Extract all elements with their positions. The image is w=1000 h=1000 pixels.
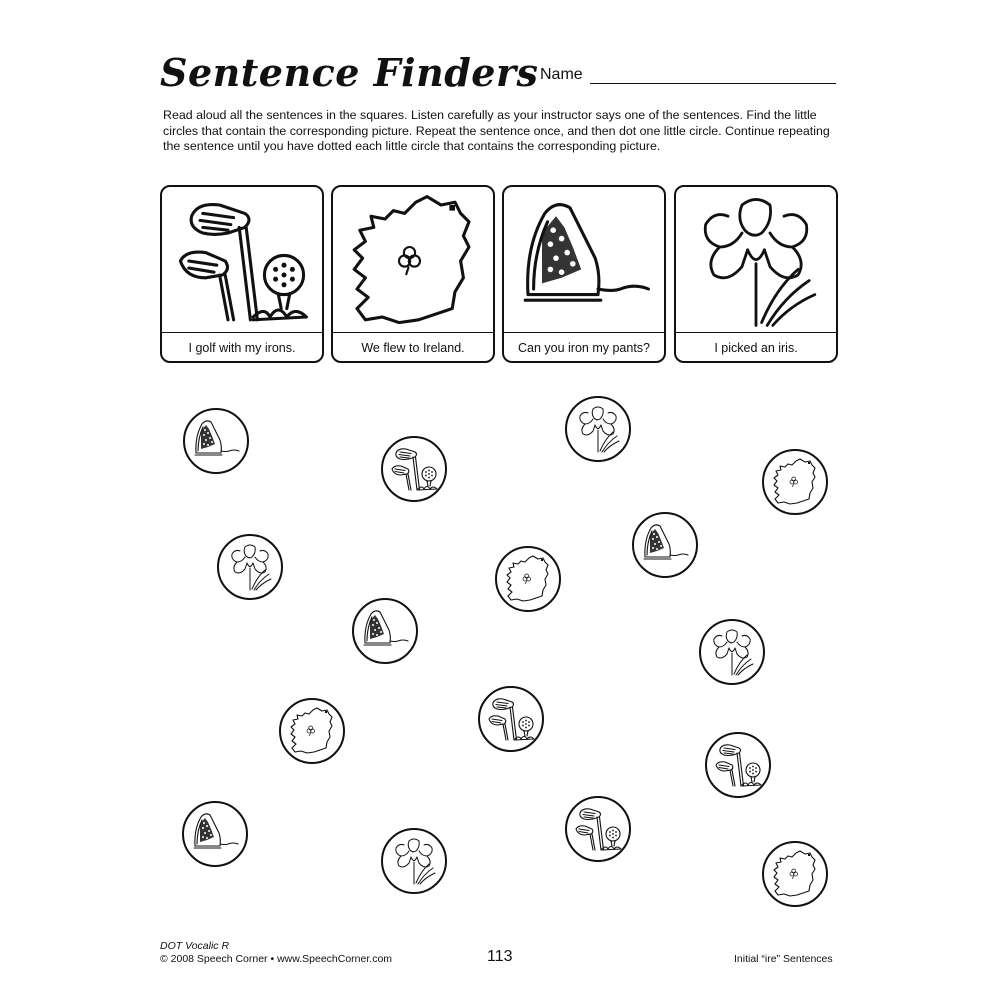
dot-circle[interactable]	[762, 841, 828, 907]
page-title: Sentence Finders	[160, 50, 539, 95]
dot-circle[interactable]	[352, 598, 418, 664]
copyright-text: © 2008 Speech Corner • www.SpeechCorner.com	[160, 953, 393, 965]
iris-flower-icon	[707, 627, 757, 677]
clothes-iron-icon	[640, 520, 690, 570]
golf-clubs-icon	[389, 444, 439, 494]
golf-clubs-icon	[573, 804, 623, 854]
sentence-card	[674, 185, 838, 363]
iris-flower-icon	[573, 404, 623, 454]
golf-clubs-icon	[486, 694, 536, 744]
dot-circle[interactable]	[699, 619, 765, 685]
iris-flower-icon	[389, 836, 439, 886]
footer-left	[160, 940, 392, 966]
card-sentence: We flew to Ireland.	[361, 341, 465, 355]
iris-flower-icon	[680, 191, 832, 331]
dot-circle[interactable]	[381, 828, 447, 894]
dot-circle[interactable]	[495, 546, 561, 612]
dot-circle[interactable]	[381, 436, 447, 502]
series-name: DOT Vocalic R	[160, 940, 230, 952]
iris-flower-icon	[225, 542, 275, 592]
ireland-map-icon	[287, 706, 337, 756]
golf-clubs-icon	[713, 740, 763, 790]
dot-circle[interactable]	[279, 698, 345, 764]
card-divider	[676, 332, 836, 333]
dot-circle[interactable]	[565, 796, 631, 862]
card-picture	[508, 191, 660, 331]
dot-circle[interactable]	[762, 449, 828, 515]
ireland-map-icon	[503, 554, 553, 604]
card-divider	[333, 332, 493, 333]
card-picture	[166, 191, 318, 331]
name-field[interactable]	[590, 83, 836, 84]
card-sentence: I golf with my irons.	[188, 341, 296, 355]
name-label: Name	[540, 66, 583, 83]
ireland-map-icon	[770, 457, 820, 507]
card-sentence: I picked an iris.	[714, 341, 798, 355]
instructions-text: Read aloud all the sentences in the squares. Listen carefully as your instructor says one of the sentences. Find the little circles that contain the corresponding picture. Repeat the sentence once, and then dot one little circle. Continue repeating the sentence until you have dotted each little circle that contains the corresponding picture.	[163, 108, 830, 153]
clothes-iron-icon	[508, 191, 660, 331]
topic-label: Initial “ire” Sentences	[734, 953, 833, 965]
sentence-card	[502, 185, 666, 363]
sentence-card	[331, 185, 495, 363]
sentence-card	[160, 185, 324, 363]
golf-clubs-icon	[166, 191, 318, 331]
ireland-map-icon	[770, 849, 820, 899]
card-sentence: Can you iron my pants?	[517, 341, 650, 355]
ireland-map-icon	[337, 191, 489, 331]
dot-circle[interactable]	[217, 534, 283, 600]
page-number: 113	[487, 948, 513, 965]
card-divider	[162, 332, 322, 333]
dot-circle[interactable]	[478, 686, 544, 752]
clothes-iron-icon	[360, 606, 410, 656]
card-divider	[504, 332, 664, 333]
card-picture	[337, 191, 489, 331]
dot-circle[interactable]	[632, 512, 698, 578]
dot-circle[interactable]	[182, 801, 248, 867]
clothes-iron-icon	[190, 809, 240, 859]
card-picture	[680, 191, 832, 331]
clothes-iron-icon	[191, 416, 241, 466]
dot-circle[interactable]	[183, 408, 249, 474]
dot-circle[interactable]	[565, 396, 631, 462]
dot-circle[interactable]	[705, 732, 771, 798]
